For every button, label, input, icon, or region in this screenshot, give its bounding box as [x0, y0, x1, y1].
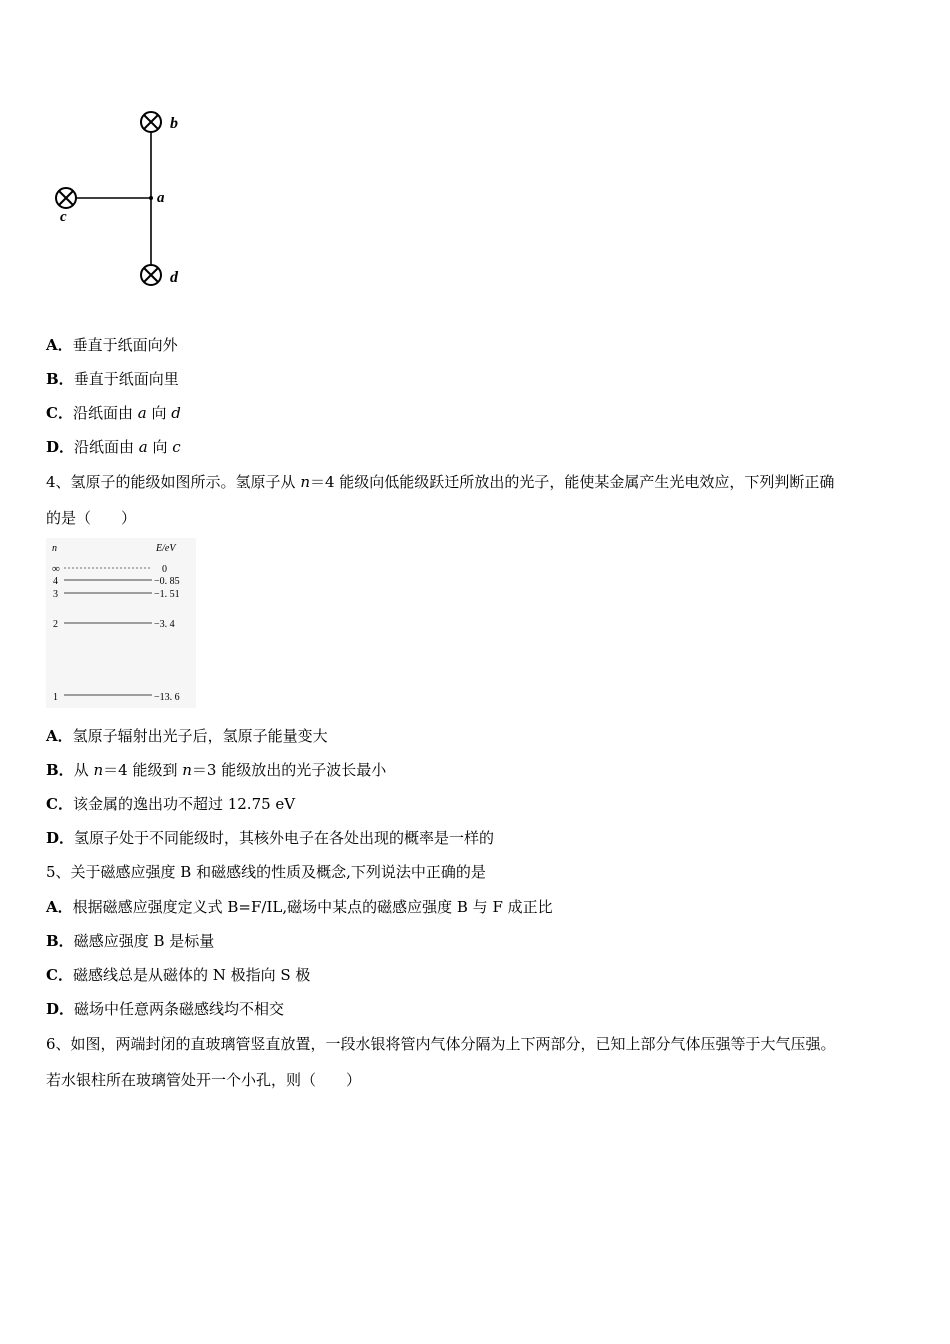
wire-b-cross-icon — [141, 112, 161, 132]
q3-option-d: D．沿纸面由 a 向 c — [46, 438, 181, 456]
level-n-2: 2 — [53, 619, 58, 630]
energy-level-diagram — [46, 538, 196, 708]
q5-option-d: D．磁场中任意两条磁感线均不相交 — [46, 1000, 285, 1018]
level-n-3: 3 — [53, 589, 58, 600]
q5-stem: 5、关于磁感应强度 B 和磁感线的性质及概念,下列说法中正确的是 — [46, 863, 486, 881]
q3-option-a: A．垂直于纸面向外 — [46, 336, 178, 354]
level-e-1: −13. 6 — [154, 692, 180, 703]
level-n-4: 4 — [53, 576, 58, 587]
q4-option-b: B．从 n＝4 能级到 n＝3 能级放出的光子波长最小 — [46, 761, 387, 779]
wire-d-cross-icon — [141, 265, 161, 285]
label-b: b — [170, 115, 178, 132]
col-n-header: n — [52, 543, 57, 554]
wire-diagram — [50, 105, 210, 295]
q4-option-c: C．该金属的逸出功不超过 12.75 eV — [46, 795, 296, 813]
level-n-inf: ∞ — [52, 563, 60, 575]
label-d: d — [170, 269, 178, 286]
q5-option-c: C．磁感线总是从磁体的 N 极指向 S 极 — [46, 966, 311, 984]
level-n-1: 1 — [53, 692, 58, 703]
wire-c-cross-icon — [56, 188, 76, 208]
point-a — [149, 196, 153, 200]
q4-stem-line1: 4、氢原子的能级如图所示。氢原子从 n＝4 能级向低能级跃迁所放出的光子，能使某金属产生光电效应，下列判断正确 — [46, 473, 835, 491]
col-e-header: E/eV — [156, 543, 176, 554]
level-e-4: −0. 85 — [154, 576, 180, 587]
q4-option-d: D．氢原子处于不同能级时，其核外电子在各处出现的概率是一样的 — [46, 829, 495, 847]
q5-option-a: A．根据磁感应强度定义式 B=F/IL,磁场中某点的磁感应强度 B 与 F 成正比 — [46, 898, 553, 916]
level-e-2: −3. 4 — [154, 619, 175, 630]
q3-option-b: B．垂直于纸面向里 — [46, 370, 179, 388]
q4-option-a: A．氢原子辐射出光子后，氢原子能量变大 — [46, 727, 328, 745]
label-a: a — [157, 190, 165, 206]
q4-stem-line2: 的是（ ） — [46, 509, 137, 527]
level-e-3: −1. 51 — [154, 589, 180, 600]
q6-stem-line1: 6、如图，两端封闭的直玻璃管竖直放置，一段水银将管内气体分隔为上下两部分，已知上部分气体压强等于大气压强。 — [46, 1035, 836, 1053]
label-c: c — [60, 209, 67, 225]
q6-stem-line2: 若水银柱所在玻璃管处开一个小孔，则（ ） — [46, 1071, 362, 1089]
q3-option-c: C．沿纸面由 a 向 d — [46, 404, 181, 422]
q5-option-b: B．磁感应强度 B 是标量 — [46, 932, 215, 950]
level-e-inf: 0 — [162, 564, 167, 575]
